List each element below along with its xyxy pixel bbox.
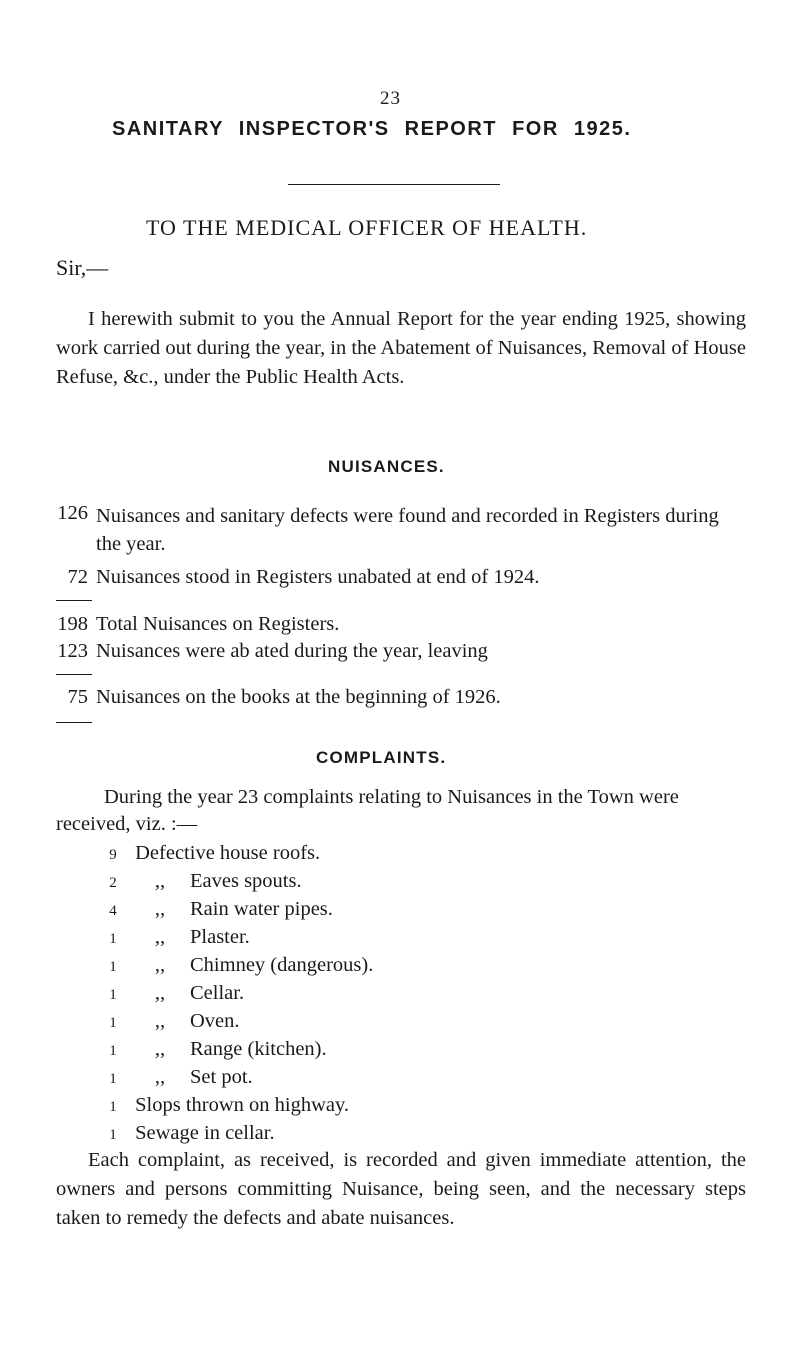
complaint-item [96, 926, 250, 949]
complaint-prefix: Defective [135, 842, 215, 864]
complaint-count: 1 [109, 931, 117, 947]
complaint-text: Eaves spouts. [190, 870, 302, 892]
nuisances-heading: NUISANCES. [328, 457, 445, 476]
complaint-item [96, 842, 320, 865]
nuisance-text: Nuisances stood in Registers unabated at end of 1924. [96, 566, 540, 588]
nuisance-count: 75 [67, 686, 88, 708]
complaint-count: 1 [109, 1127, 117, 1143]
nuisance-count: 126 [57, 502, 88, 524]
sum-rule [56, 722, 92, 723]
nuisance-count: 198 [57, 613, 88, 635]
report-title: SANITARY INSPECTOR'S REPORT FOR 1925. [112, 118, 632, 140]
ditto-mark: ,, [154, 870, 166, 892]
nuisance-row [56, 686, 726, 709]
nuisance-row [56, 640, 726, 663]
complaint-count: 1 [109, 1043, 117, 1059]
closing-paragraph: Each complaint, as received, is recorded and given immediate attention, the owners and persons committing Nuisance, being seen, and the necessary steps taken to remedy the defects and abate nuisances. [56, 1149, 746, 1229]
complaint-count: 1 [109, 1015, 117, 1031]
complaint-item [96, 1038, 327, 1061]
addressee-line: TO THE MEDICAL OFFICER OF HEALTH. [146, 215, 588, 240]
complaints-heading: COMPLAINTS. [316, 748, 447, 767]
complaint-item [96, 870, 302, 893]
complaint-item [96, 982, 244, 1005]
nuisance-text: Nuisances on the books at the beginning of 1926. [96, 686, 501, 708]
complaint-count: 1 [109, 959, 117, 975]
ditto-mark: ,, [154, 926, 166, 948]
nuisance-row [56, 566, 726, 589]
ditto-mark: ,, [154, 982, 166, 1004]
complaint-text: Oven. [190, 1010, 240, 1032]
sum-rule [56, 674, 92, 675]
ditto-mark: ,, [154, 1066, 166, 1088]
salutation-sir: Sir,— [56, 255, 109, 280]
complaint-count: 4 [109, 903, 117, 919]
complaint-count: 9 [109, 847, 117, 863]
nuisance-text: Total Nuisances on Registers. [96, 613, 340, 635]
complaint-item [96, 1122, 275, 1145]
complaint-text: house roofs. [219, 842, 321, 864]
complaint-text: Chimney (dangerous). [190, 954, 374, 976]
complaint-count: 2 [109, 875, 117, 891]
nuisance-row [56, 502, 726, 558]
ditto-mark: ,, [154, 898, 166, 920]
ditto-mark: ,, [154, 1010, 166, 1032]
complaint-count: 1 [109, 1071, 117, 1087]
title-divider [288, 184, 500, 185]
complaint-text: Cellar. [190, 982, 245, 1004]
intro-paragraph: I herewith submit to you the Annual Report for the year ending 1925, showing work carried out during the year, in the Abatement of Nuisances, Removal of House Refuse, &c., under the Public Health Acts. [56, 307, 746, 388]
complaint-count: 1 [109, 987, 117, 1003]
complaint-text: Rain water pipes. [190, 898, 333, 920]
complaint-item [96, 1066, 253, 1089]
complaint-item [96, 1094, 349, 1117]
complaint-text: Range (kitchen). [190, 1038, 327, 1060]
ditto-mark: ,, [154, 954, 166, 976]
nuisance-text: Nuisances and sanitary defects were found and recorded in Registers during the year. [96, 505, 719, 555]
complaint-item [96, 1010, 240, 1033]
complaint-item [96, 898, 333, 921]
ditto-mark: ,, [154, 1038, 166, 1060]
complaint-text: Plaster. [190, 926, 250, 948]
nuisance-row [56, 613, 726, 636]
complaints-intro: During the year 23 complaints relating to Nuisances in the Town were received, viz. :— [56, 786, 679, 835]
page-number: 23 [380, 88, 401, 109]
complaint-count: 1 [109, 1099, 117, 1115]
nuisance-count: 72 [67, 566, 88, 588]
nuisance-count: 123 [57, 640, 88, 662]
complaint-text: Sewage in cellar. [135, 1122, 275, 1144]
complaint-text: Set pot. [190, 1066, 253, 1088]
sum-rule [56, 600, 92, 601]
complaint-text: Slops thrown on highway. [135, 1094, 350, 1116]
complaint-item [96, 954, 373, 977]
nuisance-text: Nuisances were ab ated during the year, leaving [96, 640, 488, 662]
